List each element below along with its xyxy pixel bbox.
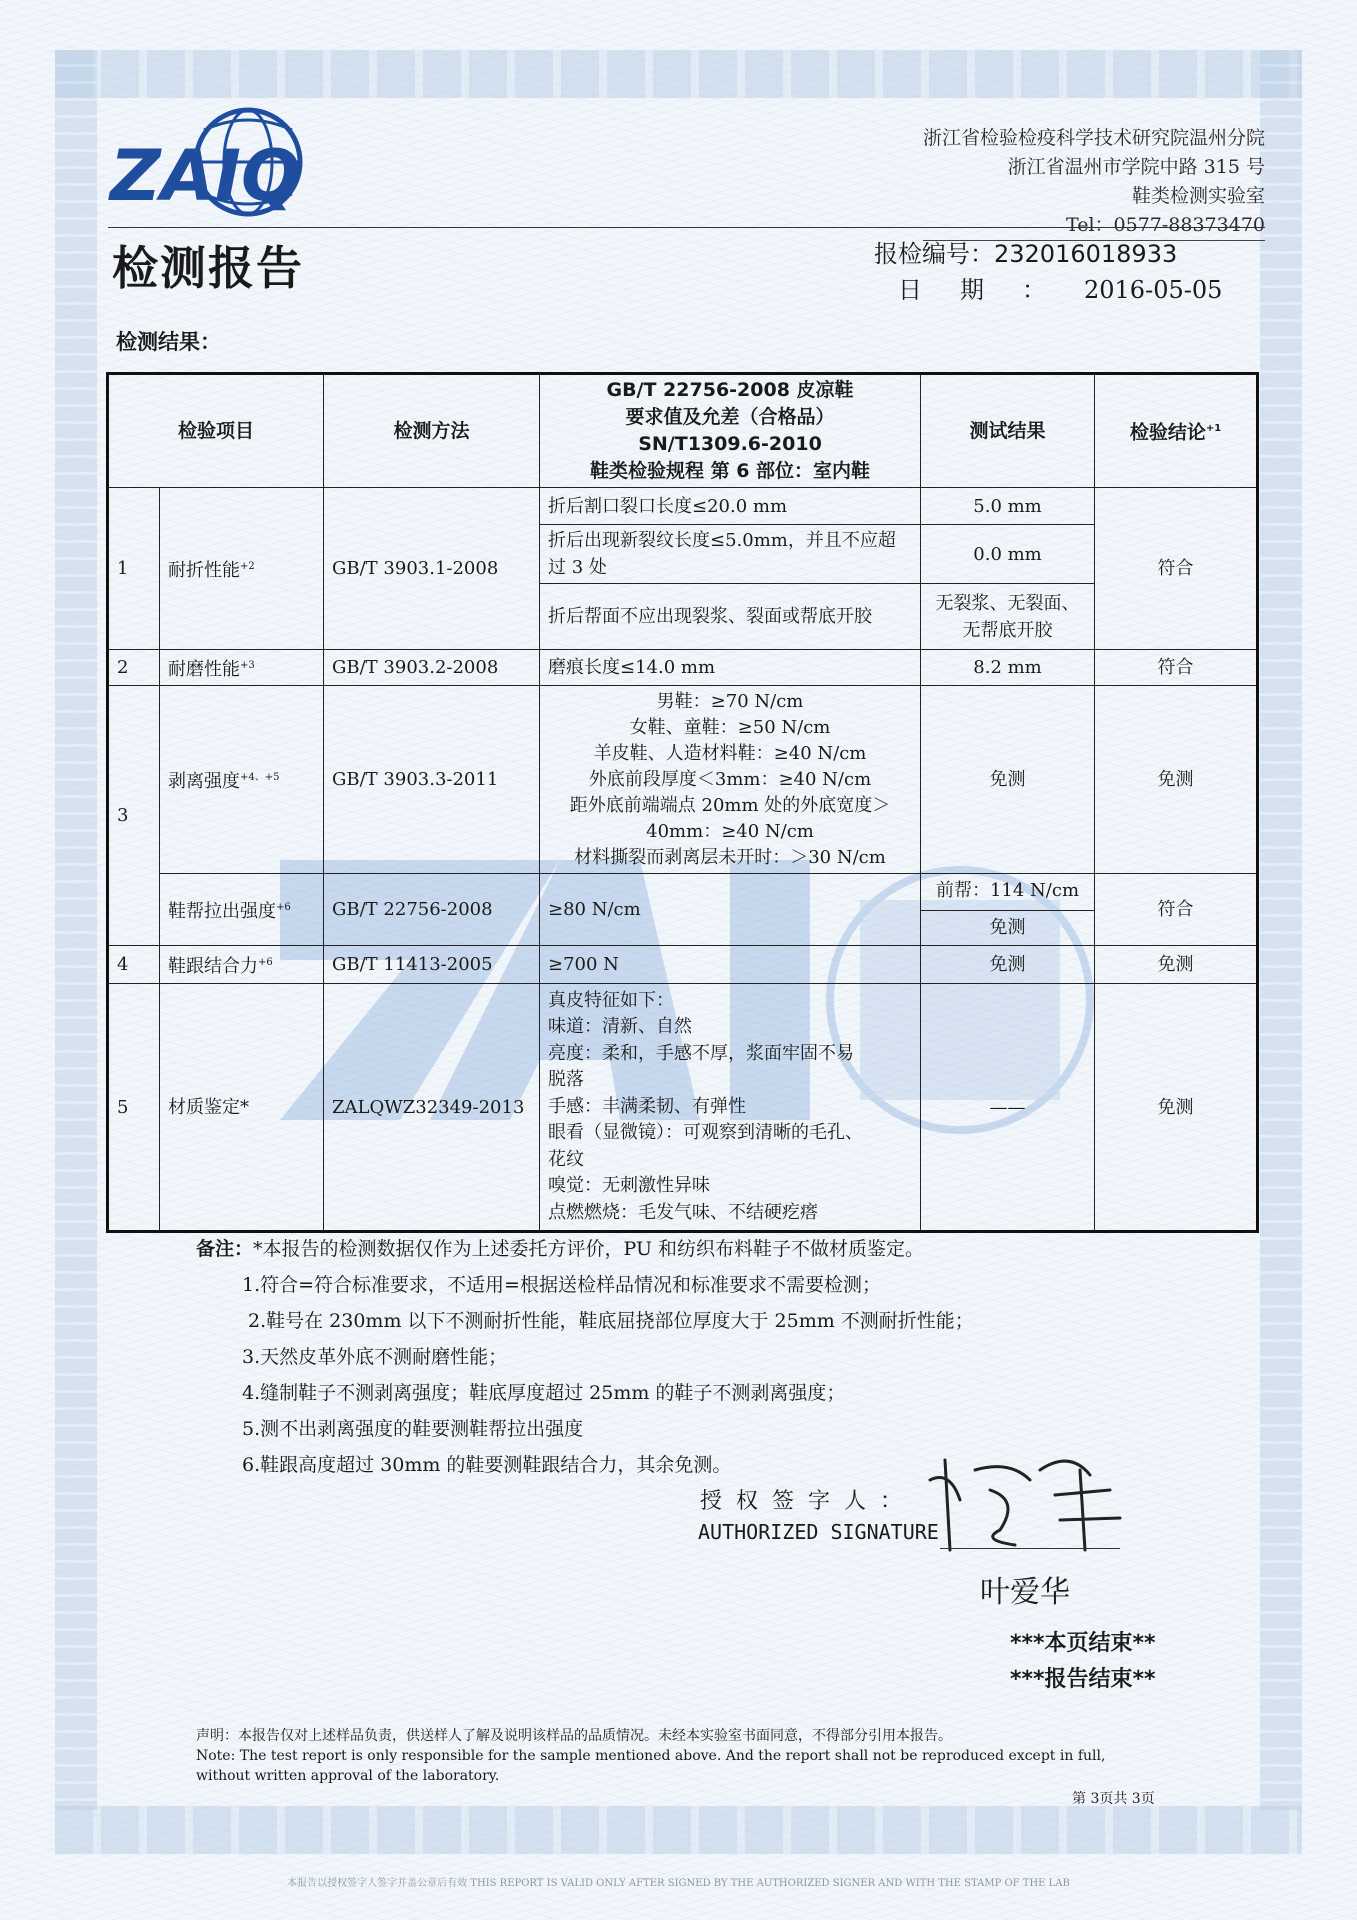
standard-line-1: GB/T 22756-2008 皮凉鞋: [606, 379, 854, 401]
row-item-label: 耐折性能: [168, 560, 240, 581]
col-conclusion-sup: +1: [1205, 423, 1222, 435]
row-item: [160, 686, 324, 874]
row-item: [160, 650, 324, 686]
row-item-sup: +6: [276, 902, 291, 913]
table-row: [108, 946, 1258, 984]
lab-name: 浙江省检验检疫科学技术研究院温州分院: [922, 127, 1265, 149]
requirement-line: 真皮特征如下：: [548, 989, 675, 1011]
requirement-line: 嗅觉：无刺激性异味: [548, 1175, 711, 1197]
row-conclusion: 免测: [1095, 686, 1258, 874]
page-title: 检测报告: [112, 241, 304, 295]
report-date-value: 2016-05-05: [1084, 276, 1223, 304]
signer-name: 叶爱华: [980, 1575, 1070, 1610]
report-number-value: 232016018933: [994, 240, 1178, 268]
note-6: 6.鞋跟高度超过 30mm 的鞋要测鞋跟结合力，其余免测。: [242, 1454, 732, 1476]
row-requirement: 折后帮面不应出现裂浆、裂面或帮底开胶: [540, 584, 921, 650]
row-method: GB/T 3903.2-2008: [324, 650, 540, 686]
row-result: 8.2 mm: [921, 650, 1095, 686]
declaration-cn: 声明：本报告仅对上述样品负责，供送样人了解及说明该样品的品质情况。未经本实验室书面同意，不得部分引用本报告。: [196, 1728, 952, 1744]
row-method: GB/T 3903.3-2011: [324, 686, 540, 874]
table-row: [108, 650, 1258, 686]
col-conclusion: [1095, 374, 1258, 488]
row-requirement: ≥700 N: [540, 946, 921, 984]
row-item-label: 鞋帮拉出强度: [168, 901, 276, 922]
row-item: [160, 946, 324, 984]
requirement-line: 花纹: [548, 1148, 585, 1170]
requirement-line: 眼看（显微镜）：可观察到清晰的毛孔、: [548, 1122, 864, 1144]
row-requirement: 磨痕长度≤14.0 mm: [540, 650, 921, 686]
table-row: [108, 984, 1258, 1232]
row-requirement: [540, 686, 921, 874]
row-item-sup: +2: [240, 561, 255, 572]
end-of-page: ***本页结束**: [1010, 1631, 1156, 1656]
lab-tel: Tel：0577-88373470: [923, 211, 1265, 241]
row-requirement: 折后出现新裂纹长度≤5.0mm，并且不应超过 3 处: [540, 525, 921, 584]
signature-line: [940, 1548, 1120, 1549]
header-rule: [108, 227, 1265, 228]
signature-label-cn: 授权签字人：: [700, 1489, 917, 1514]
notes-main: [196, 1234, 924, 1261]
row-method: GB/T 11413-2005: [324, 946, 540, 984]
col-item: 检验项目: [108, 374, 324, 488]
row-item-label: 耐磨性能: [168, 659, 240, 680]
requirement-line: 羊皮鞋、人造材料鞋：≥40 N/cm: [593, 742, 867, 764]
row-number: 2: [108, 650, 160, 686]
notes-main-text: *本报告的检测数据仅作为上述委托方评价，PU 和纺织布料鞋子不做材质鉴定。: [253, 1238, 925, 1260]
row-method: GB/T 3903.1-2008: [324, 488, 540, 650]
col-conclusion-label: 检验结论: [1129, 421, 1206, 444]
row-item-sup: +3: [240, 660, 255, 671]
row-requirement: ≥80 N/cm: [540, 874, 921, 946]
row-conclusion: 符合: [1095, 488, 1258, 650]
row-item-sup: +4、+5: [240, 772, 280, 783]
row-item-label: 剥离强度: [168, 771, 240, 792]
end-of-report: ***报告结束**: [1010, 1667, 1156, 1692]
security-band-bottom: [55, 1806, 1302, 1854]
row-result: 免测: [921, 946, 1095, 984]
row-item: 材质鉴定*: [160, 984, 324, 1232]
row-method: ZALQWZ32349-2013: [324, 984, 540, 1232]
row-number: 1: [108, 488, 160, 650]
requirement-line: 男鞋：≥70 N/cm: [656, 690, 804, 712]
report-date: [898, 270, 1222, 305]
page-number: 第 3页共 3页: [1072, 1791, 1155, 1807]
row-result: 无裂浆、无裂面、无帮底开胶: [921, 584, 1095, 650]
row-number: 3: [108, 686, 160, 946]
col-standard: [540, 374, 921, 488]
declaration: [196, 1726, 1156, 1786]
row-item-label: 鞋跟结合力: [168, 956, 258, 977]
zaiq-logo: [108, 100, 348, 240]
col-result: 测试结果: [921, 374, 1095, 488]
note-4: 4.缝制鞋子不测剥离强度；鞋底厚度超过 25mm 的鞋子不测剥离强度；: [242, 1382, 846, 1404]
report-number: [874, 234, 1177, 269]
security-band-left: [55, 50, 97, 1810]
requirement-line: 外底前段厚度＜3mm：≥40 N/cm: [588, 768, 872, 790]
requirement-line: 脱落: [548, 1069, 585, 1091]
col-method: 检测方法: [324, 374, 540, 488]
row-conclusion: 免测: [1095, 984, 1258, 1232]
lab-street: 浙江省温州市学院中路 315 号: [1007, 156, 1265, 178]
declaration-en: Note: The test report is only responsible for the sample mentioned above. And the report shall not be reproduced except in full, without written approval of the laboratory.: [196, 1748, 1106, 1784]
row-requirement: 折后割口裂口长度≤20.0 mm: [540, 488, 921, 525]
note-3: 3.天然皮革外底不测耐磨性能；: [242, 1346, 508, 1368]
row-item: [160, 488, 324, 650]
report-date-label: 日期：: [898, 276, 1084, 304]
standard-line-2: 要求值及允差（合格品）: [625, 406, 835, 428]
requirement-line: 女鞋、童鞋：≥50 N/cm: [629, 716, 831, 738]
footer-validity: 本报告以授权签字人签字并盖公章后有效 THIS REPORT IS VALID ONLY AFTER SIGNED BY THE AUTHORIZED SIGNER AND WITH THE STAMP OF THE LAB: [287, 1878, 1070, 1889]
standard-line-3: SN/T1309.6-2010: [638, 433, 822, 455]
note-1: 1.符合=符合标准要求，不适用=根据送检样品情况和标准要求不需要检测；: [242, 1274, 881, 1296]
requirement-line: 亮度：柔和，手感不厚，浆面牢固不易: [548, 1042, 855, 1064]
row-result: ——: [921, 984, 1095, 1232]
row-item-sup: +6: [258, 957, 273, 968]
row-result: 5.0 mm: [921, 488, 1095, 525]
row-conclusion: 免测: [1095, 946, 1258, 984]
row-result: 0.0 mm: [921, 525, 1095, 584]
row-item: [160, 874, 324, 946]
table-row: [108, 488, 1258, 525]
table-row: [108, 874, 1258, 946]
requirement-line: 点燃燃烧：毛发气味、不结硬疙瘩: [548, 1201, 819, 1223]
lab-address: [923, 124, 1265, 241]
handwritten-signature: [920, 1440, 1140, 1560]
note-5: 5.测不出剥离强度的鞋要测鞋帮拉出强度: [242, 1418, 584, 1440]
row-number: 5: [108, 984, 160, 1232]
table-row: [108, 686, 1258, 874]
note-2: 2.鞋号在 230mm 以下不测耐折性能，鞋底屈挠部位厚度大于 25mm 不测耐折性能；: [248, 1310, 974, 1332]
requirement-line: 材料撕裂而剥离层未开时：＞30 N/cm: [574, 846, 886, 868]
requirement-line: 手感：丰满柔韧、有弹性: [548, 1095, 747, 1117]
result-front-upper: 前帮：114 N/cm: [921, 874, 1094, 911]
logo-text: ZAIQ: [110, 135, 301, 217]
notes-label: 备注：: [196, 1238, 254, 1260]
requirement-line: 距外底前端端点 20mm 处的外底宽度＞: [569, 794, 891, 816]
row-method: GB/T 22756-2008: [324, 874, 540, 946]
security-band-right: [1260, 50, 1302, 1810]
row-conclusion: 符合: [1095, 650, 1258, 686]
requirement-line: 味道：清新、自然: [548, 1016, 693, 1038]
requirement-line: 40mm：≥40 N/cm: [646, 820, 814, 842]
header-row: [108, 374, 1258, 488]
signature-label-en: AUTHORIZED SIGNATURE: [698, 1520, 939, 1544]
results-table: [106, 372, 1259, 1233]
standard-line-4: 鞋类检验规程 第 6 部位：室内鞋: [589, 460, 871, 482]
security-band-top: [55, 50, 1302, 98]
results-label: 检测结果：: [116, 330, 221, 354]
result-exempt: 免测: [989, 917, 1026, 938]
row-number: 4: [108, 946, 160, 984]
report-number-label: 报检编号：: [874, 240, 994, 268]
row-result: 免测: [921, 686, 1095, 874]
row-conclusion: 符合: [1095, 874, 1258, 946]
row-result: [921, 874, 1095, 946]
row-requirement: [540, 984, 921, 1232]
lab-department: 鞋类检测实验室: [1131, 185, 1265, 207]
